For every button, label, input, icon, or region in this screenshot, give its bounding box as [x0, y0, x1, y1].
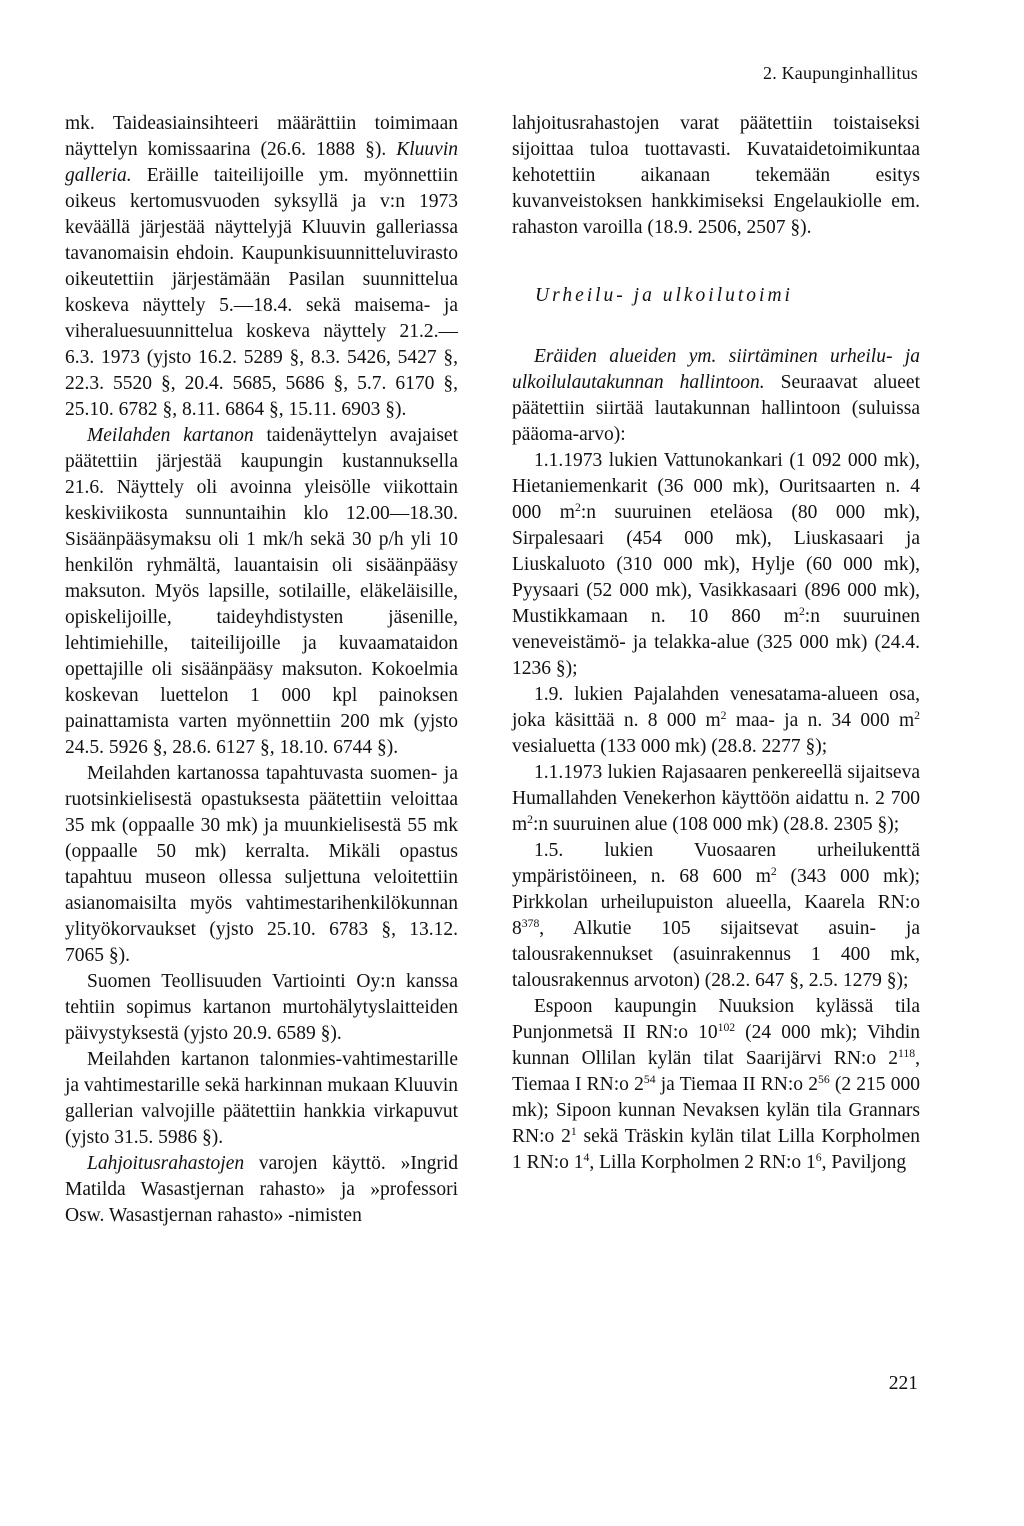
paragraph-vuosaari [512, 838, 920, 994]
paragraph-text: varojen käyttö. »Ingrid Matilda Wasastjernan rahasto» ja »professori Osw. Wasastjernan rahasto» -nimisten [65, 1153, 458, 1226]
paragraph-text: Eräille taiteilijoille ym. myönnettiin oikeus kertomusvuoden syksyllä ja v:n 1973 keväällä järjestää näyttelyjä Kluuvin galleriassa tavanomaisin ehdoin. Kaupunkisuunnitteluvirasto oikeutettiin järjestämään Pasilan suunnittelua koskeva näyttely 5.—18.4. sekä maisema- ja viheraluesuunnittelua koskeva näyttely 21.2.—6.3. 1973 (yjsto 16.2. 5289 §, 8.3. 5426, 5427 §, 22.3. 5520 §, 20.4. 5685, 5686 §, 5.7. 6170 §, 25.10. 6782 §, 8.11. 6864 §, 15.11. 6903 §). [65, 165, 458, 420]
paragraph-continued [65, 111, 458, 423]
paragraph-text: (2 215 000 mk); Sipoon kunnan Nevaksen kylän tila Grannars RN:o 2 [512, 1074, 921, 1147]
superscript: 2 [527, 812, 534, 826]
right-column [512, 111, 920, 1176]
paragraph-text: , Alkutie 105 sijaitsevat asuin- ja talousrakennukset (asuinrakennus 1 400 mk, talousrakennus arvoton) (28.2. 647 §, 2.5. 1279 §); [512, 918, 920, 991]
paragraph-virkapuvut: Meilahden kartanon talonmies-vahtimestarille ja vahtimestarille sekä harkinnan mukaan Kluuvin gallerian valvojille päätettiin hankkia virkapuvut (yjsto 31.5. 5986 §). [65, 1049, 458, 1148]
subheading-eraiden-alueiden: Eräiden alueiden ym. siirtäminen urheilu- ja ulkoilulautakunnan hallintoon. [512, 346, 920, 393]
superscript: 2 [914, 708, 920, 722]
paragraph-vattunokankari [512, 448, 920, 682]
paragraph-text: sekä Träskin kylän tilat Lilla Korpholmen 1 RN:o 1 [512, 1126, 920, 1173]
page-number: 221 [888, 1373, 918, 1394]
paragraph-text: (343 000 mk); Pirkkolan urheilupuiston alueella, Kaarela RN:o 8 [512, 866, 920, 939]
paragraph-text: 1.5. lukien Vuosaaren urheilukenttä ympäristöineen, n. 68 600 m [512, 840, 920, 887]
paragraph-text: :n suuruinen alue (108 000 mk) (28.8. 2305 §); [533, 814, 900, 835]
superscript: 4 [583, 1150, 590, 1164]
paragraph-rajasaari [512, 760, 920, 838]
superscript: 2 [574, 500, 581, 514]
paragraph-text: 1.9. lukien Pajalahden venesatama-alueen osa, joka käsittää n. 8 000 m [512, 684, 920, 731]
subheading-meilahden-kartanon: Meilahden kartanon [87, 425, 254, 446]
paragraph-text: (24 000 mk); Vihdin kunnan Ollilan kylän tilat Saarijärvi RN:o 2 [512, 1022, 921, 1069]
paragraph-text: maa- ja n. 34 000 m [726, 710, 915, 731]
paragraph-text: taidenäyttelyn avajaiset päätettiin järjestää kaupungin kustannuksella 21.6. Näyttely oli avoinna yleisölle viikottain keskiviikosta sunnuntaihin klo 12.00—18.30. Sisäänpääsymaksu oli 1 mk/h sekä 30 p/h yli 10 henkilön ryhmältä, lauantaisin oli sisäänpääsy maksuton. Myös lapsille, sotilaille, eläkeläisille, opiskelijoille, taideyhdistysten jäsenille, lehtimiehille, taiteilijoille ja kuvaamataidon opettajille oli sisäänpääsy maksuton. Kokoelmia koskevan luettelon 1 000 kpl painoksen painattamista varten myönnettiin 200 mk (yjsto 24.5. 5926 §, 28.6. 6127 §, 18.10. 6744 §). [65, 425, 458, 758]
superscript: 54 [643, 1072, 656, 1086]
paragraph-text: :n suuruinen eteläosa (80 000 mk), Sirpalesaari (454 000 mk), Liuskasaari ja Liuskaluoto (310 000 mk), Hylje (60 000 mk), Pyysaari (52 000 mk), Vasikkasaari (896 000 mk), Mustikkamaan n. 10 860 m [512, 502, 920, 627]
superscript: 56 [818, 1072, 830, 1086]
paragraph-espoo [512, 994, 920, 1176]
paragraph-text: ja Tiemaa II RN:o 2 [655, 1074, 818, 1095]
paragraph-text: Seuraavat alueet päätettiin siirtää lautakunnan hallintoon (suluissa pääoma-arvo): [512, 372, 920, 445]
paragraph-text: 1.1.1973 lukien Rajasaaren penkereellä sijaitseva Humallahden Venekerhon käyttöön aidattu n. 2 700 m [512, 762, 920, 835]
superscript: 6 [815, 1150, 822, 1164]
paragraph-continued: lahjoitusrahastojen varat päätettiin toistaiseksi sijoittaa tuloa tuottavasti. Kuvataidetoimikuntaa kehotettiin aikanaan tekemään esitys kuvanveistoksen hankkimiseksi Engelaukiolle em. rahaston varoilla (18.9. 2506, 2507 §). [512, 113, 920, 238]
section-heading: Urheilu- ja ulkoilutoimi [535, 285, 793, 306]
paragraph-opastus: Meilahden kartanossa tapahtuvasta suomen- ja ruotsinkielisestä opastuksesta päätettiin veloittaa 35 mk (oppaalle 30 mk) ja muunkielisestä 55 mk (oppaalle 50 mk) kerralta. Mikäli opastus tapahtuu museon ollessa suljettuna veloitettiin asianomaisilta myös vahtimestarihenkilökunnan ylityökorvaukset (yjsto 25.10. 6783 §, 13.12. 7065 §). [65, 763, 458, 966]
paragraph-text: , Paviljong [821, 1152, 907, 1173]
paragraph-text: , Lilla Korpholmen 2 RN:o 1 [589, 1152, 816, 1173]
paragraph-text: vesialuetta (133 000 mk) (28.8. 2277 §); [512, 736, 828, 757]
left-column [65, 111, 458, 1229]
superscript: 1 [570, 1124, 577, 1138]
paragraph-text: :n suuruinen veneveistämö- ja telakka-alue (325 000 mk) (24.4. 1236 §); [512, 606, 920, 679]
superscript: 2 [720, 708, 727, 722]
superscript: 2 [798, 604, 805, 618]
running-head: 2. Kaupunginhallitus [763, 63, 918, 83]
paragraph-text: mk. Taideasiainsihteeri määrättiin toimimaan näyttelyn komissaarina (26.6. 1888 §). [65, 113, 458, 160]
paragraph-meilahden-kartano [65, 423, 458, 761]
subheading-kluuvin-galleria: Kluuvin galleria. [65, 139, 458, 186]
superscript: 102 [717, 1020, 736, 1034]
paragraph-pajalahti [512, 682, 920, 760]
subheading-lahjoitusrahastojen: Lahjoitusrahastojen [87, 1153, 245, 1174]
paragraph-text: , Tiemaa I RN:o 2 [512, 1048, 920, 1095]
superscript: 2 [770, 864, 777, 878]
paragraph-text: Espoon kaupungin Nuuksion kylässä tila Punjonmetsä II RN:o 10 [512, 996, 920, 1043]
paragraph-lahjoitusrahastot [65, 1151, 458, 1229]
paragraph-vartiointi: Suomen Teollisuuden Vartiointi Oy:n kanssa tehtiin sopimus kartanon murtohälytyslaitteiden päivystyksestä (yjsto 20.9. 6589 §). [65, 971, 458, 1044]
superscript: 378 [521, 916, 540, 930]
paragraph-text: 1.1.1973 lukien Vattunokankari (1 092 000 mk), Hietaniemenkarit (36 000 mk), Ouritsaarten n. 4 000 m [512, 450, 920, 523]
paragraph-alueiden-siirtaminen [512, 344, 920, 448]
superscript: 118 [898, 1046, 916, 1060]
